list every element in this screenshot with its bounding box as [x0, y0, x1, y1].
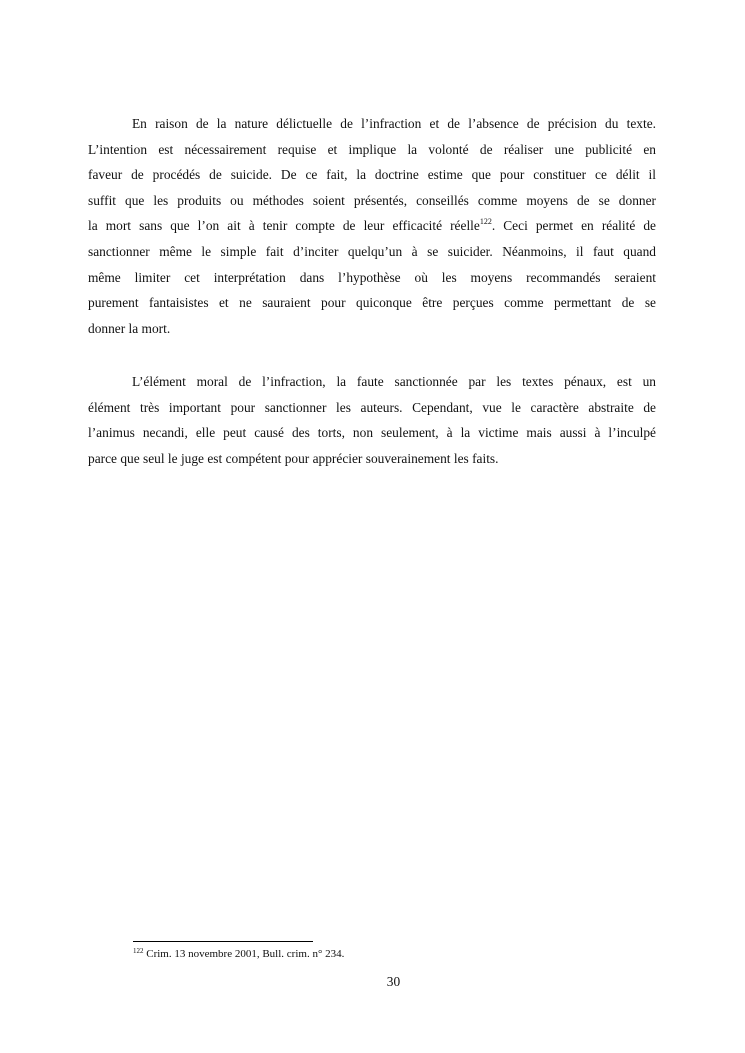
text-line: parce que seul le juge est compétent pour apprécier souverainement les faits. — [88, 450, 499, 466]
page-number: 30 — [386, 974, 401, 989]
footnote — [133, 948, 344, 960]
text-line: donner la mort. — [88, 320, 171, 336]
footnote-number: 122 — [133, 947, 144, 955]
text-line — [88, 213, 656, 239]
text-line: suffit que les produits ou méthodes soient présentés, conseillés comme moyens de se donner — [88, 192, 656, 208]
text-line: En raison de la nature délictuelle de l’infraction et de l’absence de précision du texte. — [132, 116, 656, 131]
text-line: purement fantaisistes et ne sauraient pour quiconque être perçues comme permettant de se — [88, 295, 656, 311]
text-line: L’intention est nécessairement requise et implique la volonté de réaliser une publicité en — [88, 141, 656, 157]
text-line: sanctionner même le simple fait d’inciter quelqu’un à se suicider. Néanmoins, il faut quand — [88, 243, 656, 259]
footnote-separator — [133, 941, 313, 942]
text-line: L’élément moral de l’infraction, la faute sanctionnée par les textes pénaux, est un — [132, 374, 656, 389]
text-line: l’animus necandi, elle peut causé des torts, non seulement, à la victime mais aussi à l’inculpé — [88, 425, 656, 441]
text-segment: . Ceci permet en réalité de — [491, 218, 656, 234]
text-line: faveur de procédés de suicide. De ce fait, la doctrine estime que pour constituer ce délit il — [88, 167, 656, 183]
text-segment: la mort sans que l’on ait à tenir compte de leur efficacité réelle — [88, 218, 480, 234]
text-line: élément très important pour sanctionner les auteurs. Cependant, vue le caractère abstraite de — [88, 399, 656, 415]
paragraph-1 — [88, 111, 656, 341]
footnote-reference[interactable]: 122 — [479, 217, 492, 227]
paragraph-2 — [88, 369, 656, 471]
text-line: même limiter cet interprétation dans l’hypothèse où les moyens recommandés seraient — [88, 269, 656, 285]
footnote-text: Crim. 13 novembre 2001, Bull. crim. n° 234. — [146, 948, 345, 960]
